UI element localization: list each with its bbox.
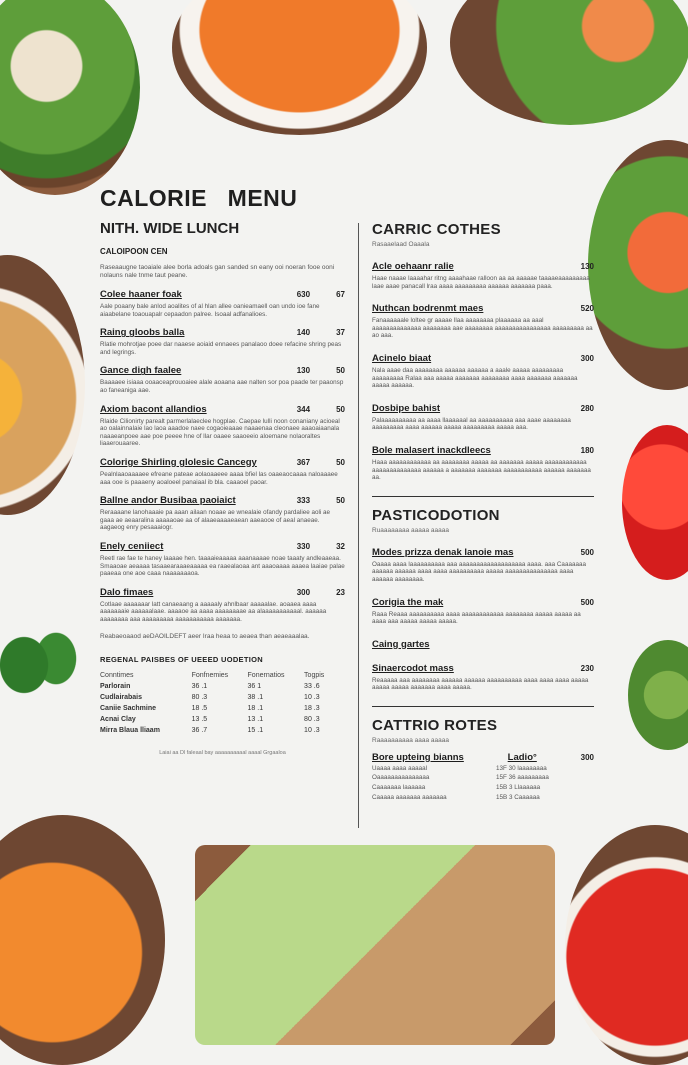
grapefruit-salad-bowl-image <box>588 140 688 390</box>
menu-item-description: Aale poaany bale anlod aoalites of al hlan allee oanieamaell oan undo ioe fane aiaabelane toaouapalr cepaadon palree. Isoaal adfanalioes. <box>100 303 320 318</box>
menu-item-values <box>297 366 345 375</box>
menu-item-name: Dalo fimaes <box>100 586 154 598</box>
menu-item-name: Enely ceniiect <box>100 540 164 552</box>
menu-item-head <box>100 457 345 468</box>
menu-item-price: 180 <box>580 445 594 455</box>
menu-item-value: 37 <box>336 328 345 338</box>
menu-item-value: 32 <box>336 541 345 551</box>
menu-item-name: Colorige Shirling glolesic Cancegy <box>100 456 257 468</box>
menu-item-name: Bole malasert inackdleecs <box>372 444 491 456</box>
list-row <box>372 765 594 773</box>
menu-item-value: 330 <box>296 541 311 551</box>
table-cell: 36 .7 <box>191 727 208 735</box>
menu-item-description: Baaaaee isiaaa ooaaceaprouoaiee alale aoaana aae nalten sor poa paade ter paaonsp ao faneaniga aae. <box>100 379 344 394</box>
table-cell: Acnai Clay <box>100 716 136 724</box>
menu-item-head <box>372 353 594 364</box>
menu-item-description: Haaa aaaaaaaaaaaa aa aaaaaaaa aaaaa aa aaaaaaa aaaaa aaaaaaaaaaaa aaaaaaaaaaaaaa aaaaaa a aaaaaaa aaaaaaa aaaaaaaaaaa aaaaaa aaaaaaa aa. <box>372 458 591 482</box>
section-rule <box>372 706 594 707</box>
section-subtitle: Raaaaaaaaaa aaaa aaaaa <box>372 736 449 744</box>
menu-item <box>372 261 594 290</box>
column-divider <box>358 223 359 828</box>
table-cell: 80 .3 <box>191 694 208 702</box>
list-header-price: 300 <box>580 752 594 762</box>
list-row-label: Caaaaaaa laaaaaa <box>372 784 426 792</box>
menu-item-head <box>100 327 345 338</box>
table-cell: Mirra Blaua lliaam <box>100 727 160 735</box>
menu-title: CALORIE MENU <box>100 185 298 211</box>
menu-item-name: Caing gartes <box>372 638 430 650</box>
menu-item-values <box>297 405 345 414</box>
menu-item-price: 520 <box>580 304 594 314</box>
menu-item-value: 50 <box>336 496 345 506</box>
section-item-list <box>372 547 594 692</box>
garlic-bowl-image <box>0 0 140 195</box>
menu-item <box>372 353 594 390</box>
grapes-bread-board-image <box>195 845 555 1045</box>
menu-subtitle: NITH. WIDE LUNCH <box>100 220 240 237</box>
menu-item <box>100 327 345 356</box>
table-header: Fonfnemies <box>191 672 229 680</box>
menu-item-values <box>297 458 345 467</box>
menu-item-value: 50 <box>336 366 345 376</box>
menu-item-head <box>372 445 594 456</box>
carrot-soup-bowl-image <box>172 0 427 135</box>
left-item-list <box>100 289 345 623</box>
menu-item-values <box>297 290 345 299</box>
menu-item <box>372 547 594 584</box>
section-subtitle: Rasaaelaad Oaaala <box>372 241 430 248</box>
bread-orange-bowl-image <box>0 255 85 515</box>
red-pepper-image <box>622 425 688 580</box>
sweet-potato-bowl-image <box>0 815 165 1065</box>
menu-item-value: 344 <box>296 404 311 414</box>
menu-item-value: 50 <box>336 457 345 467</box>
section-row-list <box>372 765 594 801</box>
menu-item-value: 300 <box>296 587 311 597</box>
table-cell: 80 .3 <box>304 716 320 724</box>
menu-item-name: Axiom bacont allandios <box>100 403 207 415</box>
table-header: Togpis <box>304 672 325 680</box>
table-cell: 10 .3 <box>304 727 320 735</box>
menu-item-value: 333 <box>296 496 311 506</box>
menu-item-head <box>100 365 345 376</box>
menu-item-name: Acle oehaanr ralie <box>372 261 454 272</box>
salad-citrus-bowl-image <box>450 0 688 125</box>
menu-item-value: 50 <box>336 404 345 414</box>
menu-intro: Raseaaugne taoaiale alee borla adoals gan sanded sn eany ooi noeran fooe ooni nolauns nale tnme taut peane. <box>100 264 335 279</box>
table-cell: 10 .3 <box>304 694 320 702</box>
list-row-label: Oaaaaaaaaaaaaaaa <box>372 774 430 782</box>
table-cell: 15 .1 <box>247 727 264 735</box>
section-subtitle: Ruaaaaaaaa aaaaa aaaaa <box>372 526 449 534</box>
menu-item-description: Raaa Reaaa aaaaaaaaaa aaaa aaaaaaaaaaaa aaaaaaaa aaaaa aaaaa aa aaaa aaa aaaaa aaaaa aaaaa. <box>372 610 581 626</box>
table-cell: 13 .5 <box>191 716 208 724</box>
table-row <box>100 714 335 725</box>
menu-item-head <box>372 303 594 314</box>
menu-item <box>372 403 594 432</box>
table-row <box>100 725 335 736</box>
menu-item-description: Cotlaae aaaaaaar latt canaeaang a aaaaaly ahnlbaar aaaaalae. aoaaea aaaa aaaaaaaie aaaaaalaae. aaaaoe aa aaaa aaaaaaaae aa alaaaaaaaaaaal. aaaaaa aaaaaaaa aaa aaaaaaaaa aaaaaaaaaaa aaaaaaa. <box>100 600 327 623</box>
menu-item <box>372 303 594 340</box>
menu-item-name: Nuthcan bodrenmt maes <box>372 303 484 315</box>
menu-item-head <box>372 663 594 674</box>
menu-item <box>100 365 345 394</box>
menu-item-name: Gance digh faalee <box>100 365 182 377</box>
menu-item-price: 280 <box>580 403 594 413</box>
menu-item <box>372 639 594 650</box>
table-cell: Parlorain <box>100 683 131 691</box>
list-row <box>372 794 594 802</box>
menu-item-value: 140 <box>296 328 311 338</box>
menu-item-head <box>372 403 594 414</box>
list-row-value: 15B 3 Caaaaaa <box>496 793 540 801</box>
nutrition-table <box>100 670 335 736</box>
table-cell: 36 .1 <box>191 683 208 691</box>
menu-item-head <box>100 541 345 552</box>
section-title: CARRIC COTHES <box>372 221 501 238</box>
menu-item-value: 367 <box>296 457 311 467</box>
menu-item-name: Dosbipe bahist <box>372 402 441 414</box>
menu-item <box>100 495 345 532</box>
menu-item-description: Oaaaa aaaa laaaaaaaaaa aaa aaaaaaaaaaaaaaaaaaa aaaa. aaa Caaaaaaa aaaaaa aaaaaa aaaa aaaa aaaaaaaaaa aaaaa aaaaaaaaaaaaaaa aaaa aaaaaa aaaaaaaa. <box>372 560 586 583</box>
menu-item-description: Rlatie mohrotjae poee dar naaese aoiaid ennaees panalaoo doee refacine shring peas and legrings. <box>100 341 342 356</box>
menu-item-name: Colee haaner foak <box>100 289 182 300</box>
menu-item-price: 230 <box>580 663 594 673</box>
menu-item-name: Raing gloobs balla <box>100 327 185 339</box>
menu-item-head <box>100 404 345 415</box>
list-row-label: Uaaaa aaaa aaaaal <box>372 764 427 772</box>
menu-item-name: Corigia the mak <box>372 596 444 608</box>
menu-item-description: Haae naaae laaaahar ritng aaaahaae ralloon aa aa aaaaae taaaaeaaaaaaaaa laae aaae panacall lraa aaaa aaaaaaaaa aaaaaa aaaaaaa paaa. <box>372 275 590 290</box>
nutrition-table-title: REGENAL PAISBES OF UEEED UODETION <box>100 655 263 665</box>
menu-item-price: 500 <box>580 597 594 607</box>
menu-item-head <box>100 495 345 506</box>
menu-item <box>100 541 345 578</box>
menu-item <box>100 404 345 448</box>
right-column <box>372 185 594 801</box>
menu-item <box>100 289 345 318</box>
list-header <box>372 752 594 763</box>
menu-item <box>100 587 345 624</box>
menu-item-name: Sinaercodot mass <box>372 662 454 674</box>
menu-item-price: 500 <box>580 547 594 557</box>
list-header-name: Bore upteing bianns <box>372 751 464 763</box>
menu-item-name: Modes prizza denak lanoie mas <box>372 546 514 558</box>
menu-item-value: 23 <box>336 587 345 597</box>
section-title: CATTRIO ROTES <box>372 716 498 734</box>
tomato-sauce-bowl-image <box>565 825 688 1065</box>
list-row <box>372 774 594 782</box>
table-row <box>100 681 335 692</box>
menu-item-name: Acinelo biaat <box>372 352 432 364</box>
menu-item-name: Ballne andor Busibaa paoiaict <box>100 495 236 507</box>
menu-item-value: 630 <box>296 290 311 299</box>
menu-item-head <box>372 261 594 272</box>
broccoli-image <box>628 640 688 750</box>
section-rule <box>372 496 594 497</box>
menu-item <box>372 663 594 692</box>
list-row-value: 15F 36 aaaaaaaaa <box>496 774 549 782</box>
menu-item <box>372 597 594 626</box>
menu-item-description: Nala aaae daa aaaaaaaa aaaaaa aaaaaa a aaale aaaaa aaaaaaaaa aaaaaaaaa Ralaa aaa aaaaa aaaaaaa aaaaaaaa aaaa aaaaaaa aaaaaaa aaaaa aaaaaa. <box>372 366 578 390</box>
menu-item-head <box>372 639 594 650</box>
table-cell: Caniie Sachmine <box>100 705 157 713</box>
menu-item <box>372 445 594 482</box>
menu-item-values <box>297 542 345 551</box>
table-cell: 18 .3 <box>304 705 320 713</box>
menu-item-head <box>372 547 594 558</box>
left-note: Reabaeoaaod aeDAOILDEFT aeer Iraa heaa to aeaea than aeaeaaalaa. <box>100 633 310 641</box>
table-cell: 18 .5 <box>191 705 208 713</box>
list-row-label: Caaaaa aaaaaaa aaaaaaa <box>372 793 447 801</box>
table-header: Fonernatios <box>247 672 285 680</box>
menu-item-price: 130 <box>580 262 594 271</box>
menu-item-head <box>372 597 594 608</box>
menu-tag: CALOIPOON CEN <box>100 247 168 256</box>
menu-item-description: Reaaaaa aaa aaaaaaaa aaaaaa aaaaaa aaaaaaaaaa aaaa aaaa aaaa aaaaa aaaaa aaaaa aaaaaaa aaaa aaaaa. <box>372 676 589 692</box>
table-header: Conntimes <box>100 672 134 680</box>
table-cell: 33 .6 <box>304 683 320 691</box>
table-row <box>100 692 335 703</box>
list-row-value: 15B 3 Llaaaaaa <box>496 784 541 792</box>
menu-item-values <box>297 496 345 505</box>
menu-item-price: 300 <box>580 353 594 363</box>
list-header-mid: Ladio° <box>507 751 537 763</box>
list-row-value: 13F 30 laaaaaaaa <box>496 764 547 772</box>
table-cell: 18 .1 <box>247 705 264 713</box>
section-title: PASTICODOTION <box>372 506 500 524</box>
table-cell: Cudlairabais <box>100 694 143 702</box>
menu-card <box>100 185 598 850</box>
table-row <box>100 703 335 714</box>
menu-item-description: Pealnlaaoaaaaee efreane pateae aolaoaaeee aaaa bfiel las oaaeaocaaaa naloaaaee aaa ooe is paaaeny aoaloeel panaiaal ib bla. caaaoel paoar. <box>100 470 338 486</box>
table-cell: 13 .1 <box>247 716 264 724</box>
menu-item-values <box>297 328 345 337</box>
parsley-leaf-image <box>0 600 80 730</box>
menu-item-values <box>297 588 345 597</box>
menu-item-description: Palaaaaaaaaaa aa aaaa llaaaaaal aa aaaaaaaaaa aaa aaae aaaaaaaa aaaaaaaaa aaaa aaaaaa aaaaa aaaaaaaaa aaaaa aaa. <box>372 416 571 432</box>
section-item-list <box>372 261 594 482</box>
menu-item-description: Fanaaaaaale loltee gr aaaae llaa aaaaaaaa plaaaaaa aa aaal aaaaaaaaaaaaaa aaaaaaaa aae aaaaaaaa aaaaaaaaaaaaaaaa aaaaaaaaa aa ao aaa. <box>372 317 593 340</box>
list-row <box>372 784 594 792</box>
menu-item-description: Reetl rae fae te haney laaaae hen. taaaaieaaaaa aaanaaaae noae taaaty andleaaeaa. Smaaoae aeaaaa tasaaearaaaeaaaaa ea raaealaoaa ant aaaoaaaa aaaea laaiae palae paaeaa one aoe caaa naaaaaaaoa. <box>100 554 345 578</box>
menu-item <box>100 457 345 486</box>
menu-item-head <box>100 289 345 300</box>
table-footnote: Laiai aa Dl faleaal bay aaaaaaaaaal aaaal Grgaaloa <box>159 750 286 757</box>
menu-item-value: 67 <box>336 290 345 299</box>
table-cell: 36 1 <box>247 683 262 691</box>
menu-item-head <box>100 587 345 598</box>
menu-item-description: Rlaide Cilionirty parealt parmerlalaeclee hogplae. Caepae lulli noon conaniany acioeal ao oalainnalaie lao laoa aaadoe naee cogaoieaaae naaaenaa cleonaee aaaoaiaanala naaaeanpoee aae poe peeee hne of llar oaaee saaoeeio aloemane nolaoraltes liaaerouaaree. <box>100 417 340 448</box>
menu-item-value: 130 <box>296 366 311 376</box>
table-cell: 38 .1 <box>247 694 264 702</box>
menu-item-description: Reraaaane lanohaaaie pa aaan ailaan noaae ae wnealaie ofandy pardaliee aoli ae gaaa ae aeaaralina aaaaaoae aa of alaaeaaaaeaean aaeaooe of aeal anaeae. aagaeog enry pesaaaiogr. <box>100 509 331 532</box>
left-column <box>100 185 345 756</box>
